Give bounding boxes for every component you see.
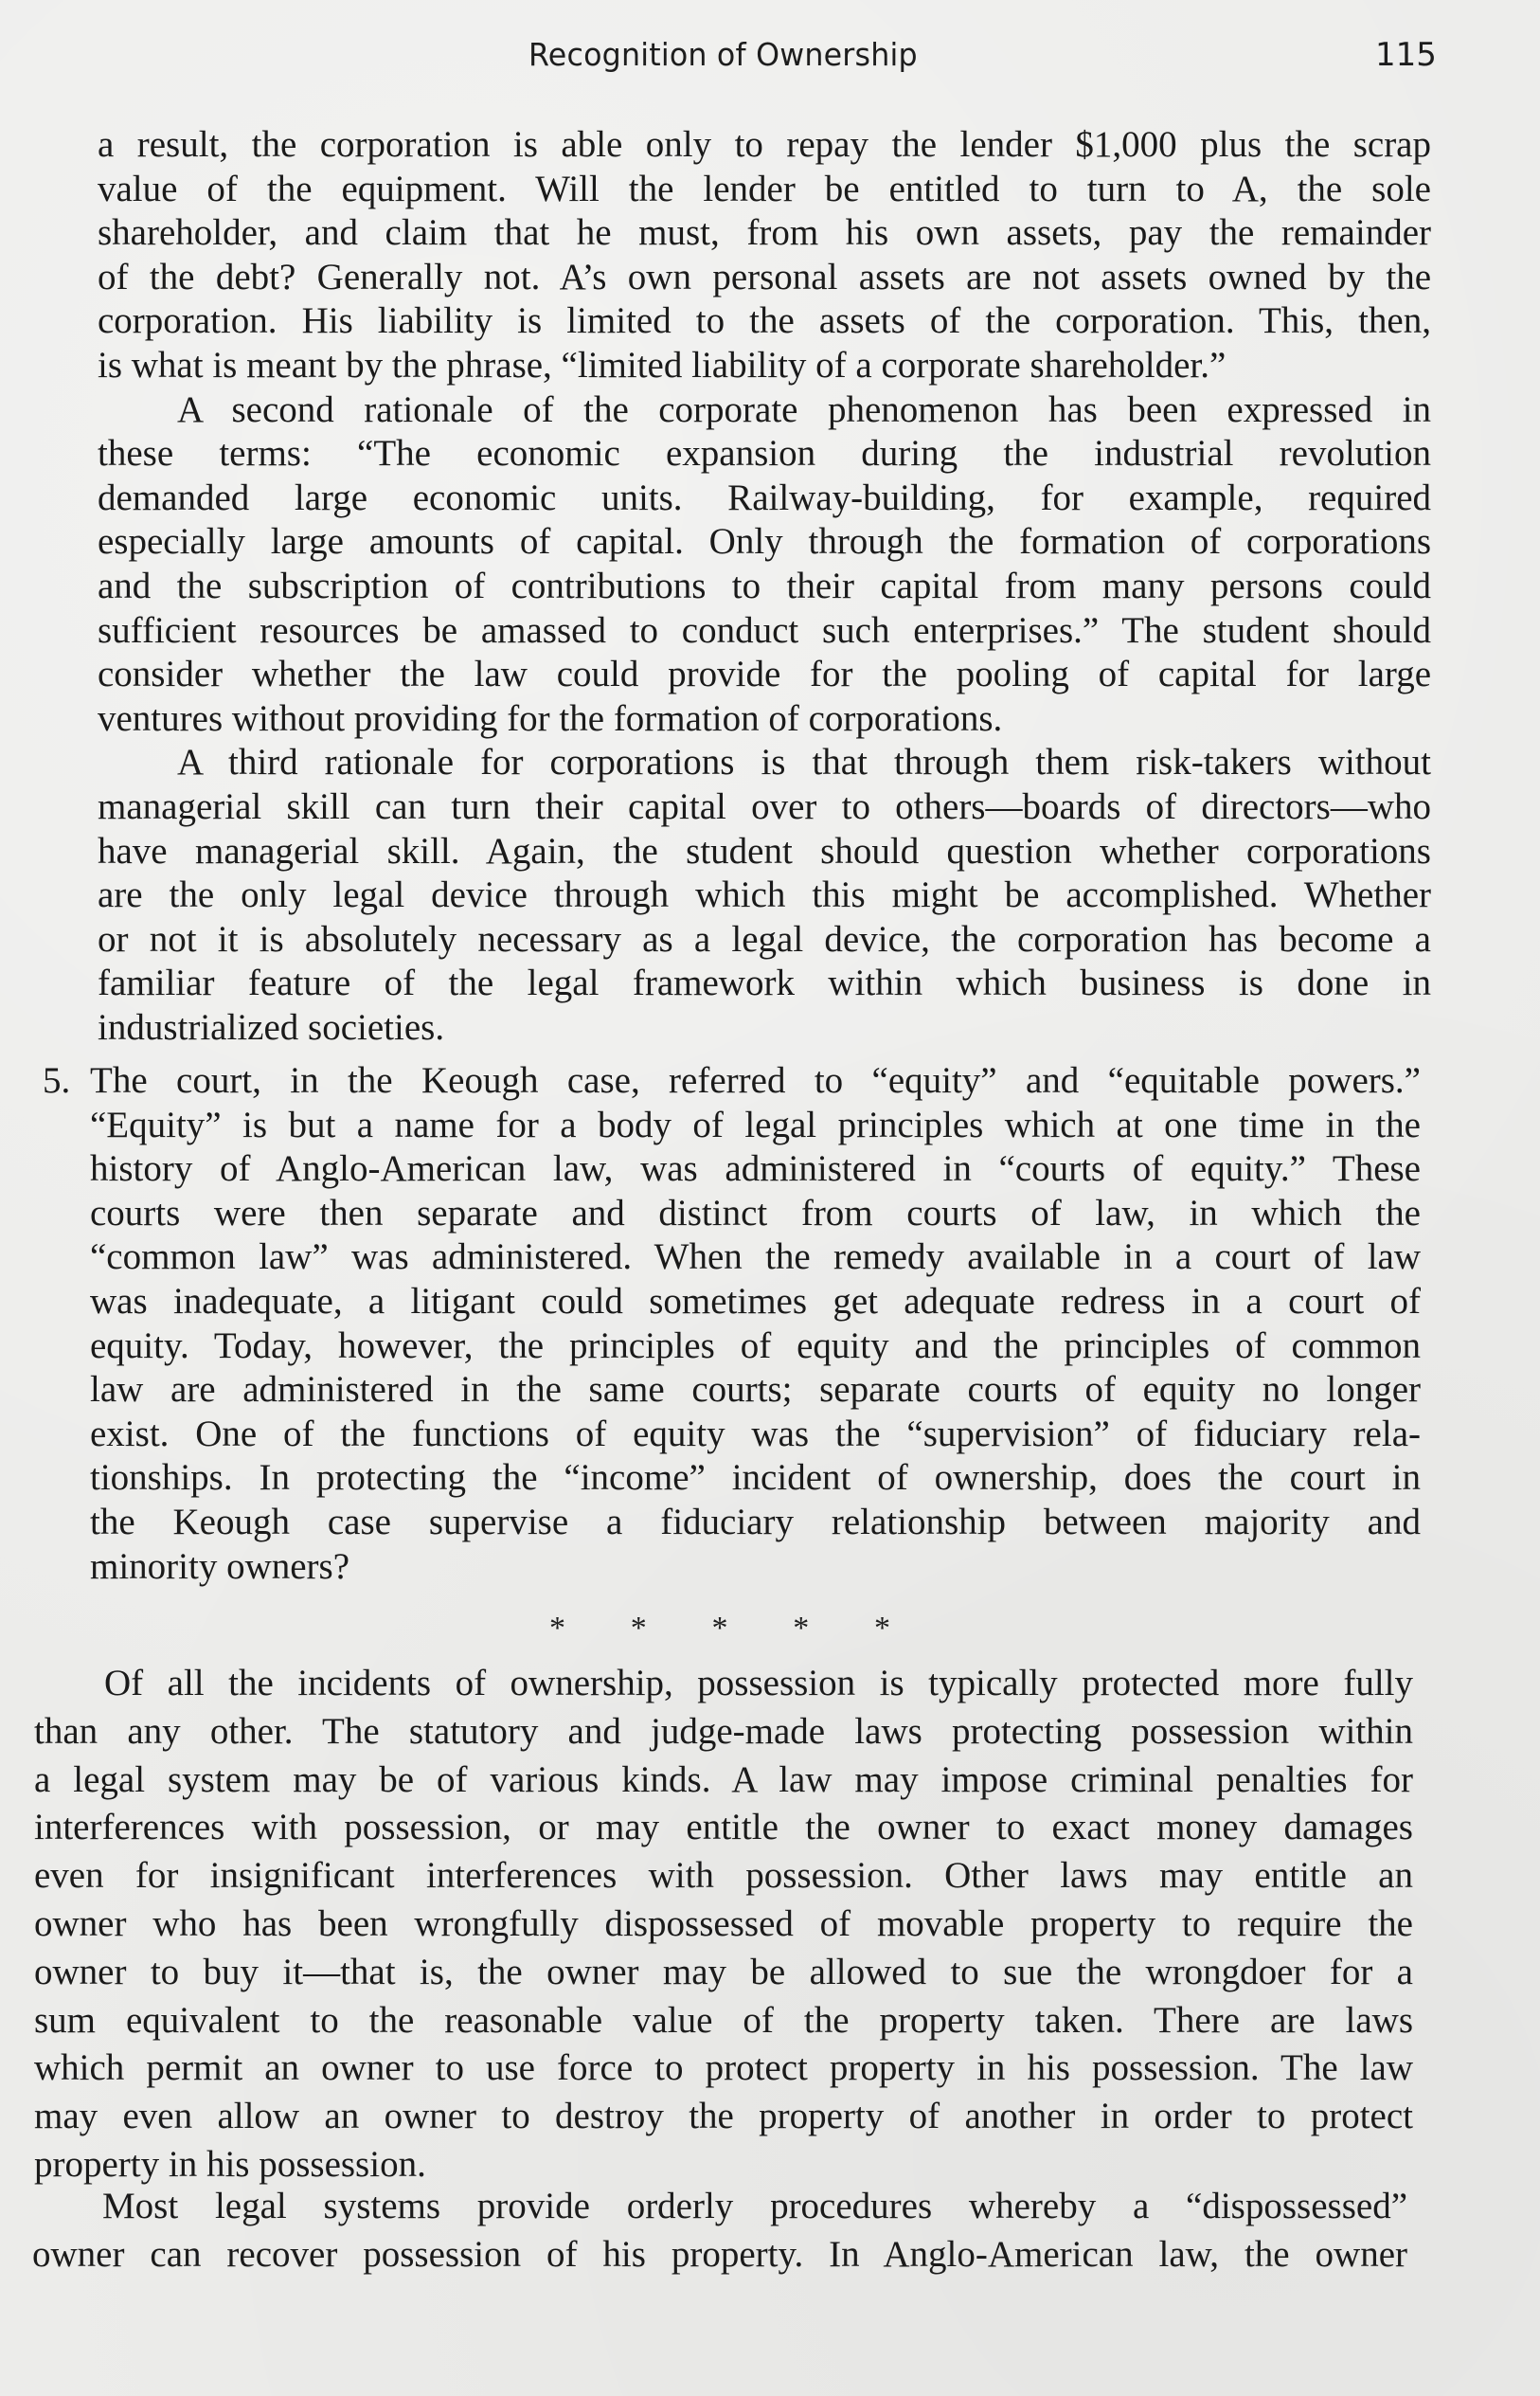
paragraph-recovery-procedures [32, 2182, 1407, 2279]
numbered-item-5 [43, 1059, 1421, 1589]
text-line: consider whether the law could provide for the pooling of capital for large [98, 654, 1431, 695]
running-header [0, 36, 1540, 83]
text-line: ventures without providing for the formation of corporations. [98, 697, 1003, 739]
item-number: 5. [43, 1060, 71, 1101]
text-line: was inadequate, a litigant could sometimes get adequate redress in a court of [90, 1280, 1421, 1322]
text-line: shareholder, and claim that he must, from his own assets, pay the remainder [98, 212, 1431, 254]
text-line: owner can recover possession of his property. In Anglo-American law, the owner [32, 2234, 1407, 2275]
text-line: demanded large economic units. Railway-building, for example, required [98, 477, 1431, 518]
text-line: The court, in the Keough case, referred to “equity” and “equitable powers.” [90, 1060, 1421, 1101]
text-line: courts were then separate and distinct from courts of law, in which the [90, 1192, 1421, 1234]
text-line: A second rationale of the corporate phenomenon has been expressed in [177, 388, 1431, 430]
text-line: or not it is absolutely necessary as a legal device, the corporation has become a [98, 918, 1431, 960]
running-title: Recognition of Ownership [528, 36, 918, 73]
text-line: a result, the corporation is able only to repay the lender $1,000 plus the scrap [98, 124, 1431, 165]
text-line: A third rationale for corporations is that through them risk-takers without [177, 742, 1431, 784]
text-line: these terms: “The economic expansion during the industrial revolution [98, 433, 1431, 475]
text-line: a legal system may be of various kinds. A law may impose criminal penalties for [34, 1758, 1413, 1800]
asterisk: * [793, 1611, 810, 1646]
text-line: which permit an owner to use force to protect property in his possession. The law [34, 2047, 1413, 2089]
text-line: Most legal systems provide orderly procedures whereby a “dispossessed” [102, 2186, 1407, 2226]
text-line: value of the equipment. Will the lender be entitled to turn to A, the sole [98, 168, 1431, 209]
text-line: exist. One of the functions of equity was the “supervision” of fiduciary rela- [90, 1413, 1421, 1454]
text-line: the Keough case supervise a fiduciary relationship between majority and [90, 1501, 1421, 1542]
text-line: are the only legal device through which this might be accomplished. Whether [98, 874, 1431, 916]
asterisk: * [711, 1611, 728, 1646]
text-line: Of all the incidents of ownership, possession is typically protected more fully [104, 1663, 1413, 1703]
text-line: sufficient resources be amassed to conduct such enterprises.” The student should [98, 609, 1431, 651]
paragraph-possession [34, 1660, 1413, 2189]
text-line: owner to buy it—that is, the owner may be allowed to sue the wrongdoer for a [34, 1951, 1413, 1992]
page-number: 115 [1375, 36, 1437, 74]
text-line: of the debt? Generally not. A’s own personal assets are not assets owned by the [98, 256, 1431, 297]
text-line: tionships. In protecting the “income” incident of ownership, does the court in [90, 1457, 1421, 1499]
text-line: minority owners? [90, 1545, 350, 1587]
text-line: property in his possession. [34, 2143, 426, 2185]
text-line: history of Anglo-American law, was administered in “courts of equity.” These [90, 1148, 1421, 1190]
section-break [549, 1611, 890, 1647]
text-line: have managerial skill. Again, the student should question whether corporations [98, 830, 1431, 872]
text-line: corporation. His liability is limited to the assets of the corporation. This, then, [98, 300, 1431, 342]
text-line: than any other. The statutory and judge-made laws protecting possession within [34, 1710, 1413, 1752]
text-line: even for insignificant interferences with possession. Other laws may entitle an [34, 1855, 1413, 1897]
text-line: managerial skill can turn their capital over to others—boards of directors—who [98, 785, 1431, 827]
text-line: “common law” was administered. When the remedy available in a court of law [90, 1236, 1421, 1278]
text-line: law are administered in the same courts; separate courts of equity no longer [90, 1369, 1421, 1411]
text-line: sum equivalent to the reasonable value of the property taken. There are laws [34, 1999, 1413, 2041]
item-body [90, 1059, 1421, 1589]
asterisk: * [549, 1611, 565, 1646]
text-line: may even allow an owner to destroy the property of another in order to protect [34, 2096, 1413, 2137]
text-line: is what is meant by the phrase, “limited liability of a corporate shareholder.” [98, 344, 1227, 386]
asterisk: * [630, 1611, 647, 1646]
text-line: industrialized societies. [98, 1006, 445, 1048]
text-line: especially large amounts of capital. Only through the formation of corporations [98, 521, 1431, 563]
asterisk: * [874, 1611, 890, 1646]
text-line: familiar feature of the legal framework within which business is done in [98, 963, 1431, 1004]
text-line: and the subscription of contributions to their capital from many persons could [98, 565, 1431, 606]
text-line: equity. Today, however, the principles of equity and the principles of common [90, 1324, 1421, 1366]
text-line: “Equity” is but a name for a body of legal principles which at one time in the [90, 1104, 1421, 1145]
text-line: owner who has been wrongfully dispossessed of movable property to require the [34, 1902, 1413, 1944]
text-line: interferences with possession, or may entitle the owner to exact money damages [34, 1807, 1413, 1848]
paragraph-block-corporations [98, 123, 1431, 1050]
